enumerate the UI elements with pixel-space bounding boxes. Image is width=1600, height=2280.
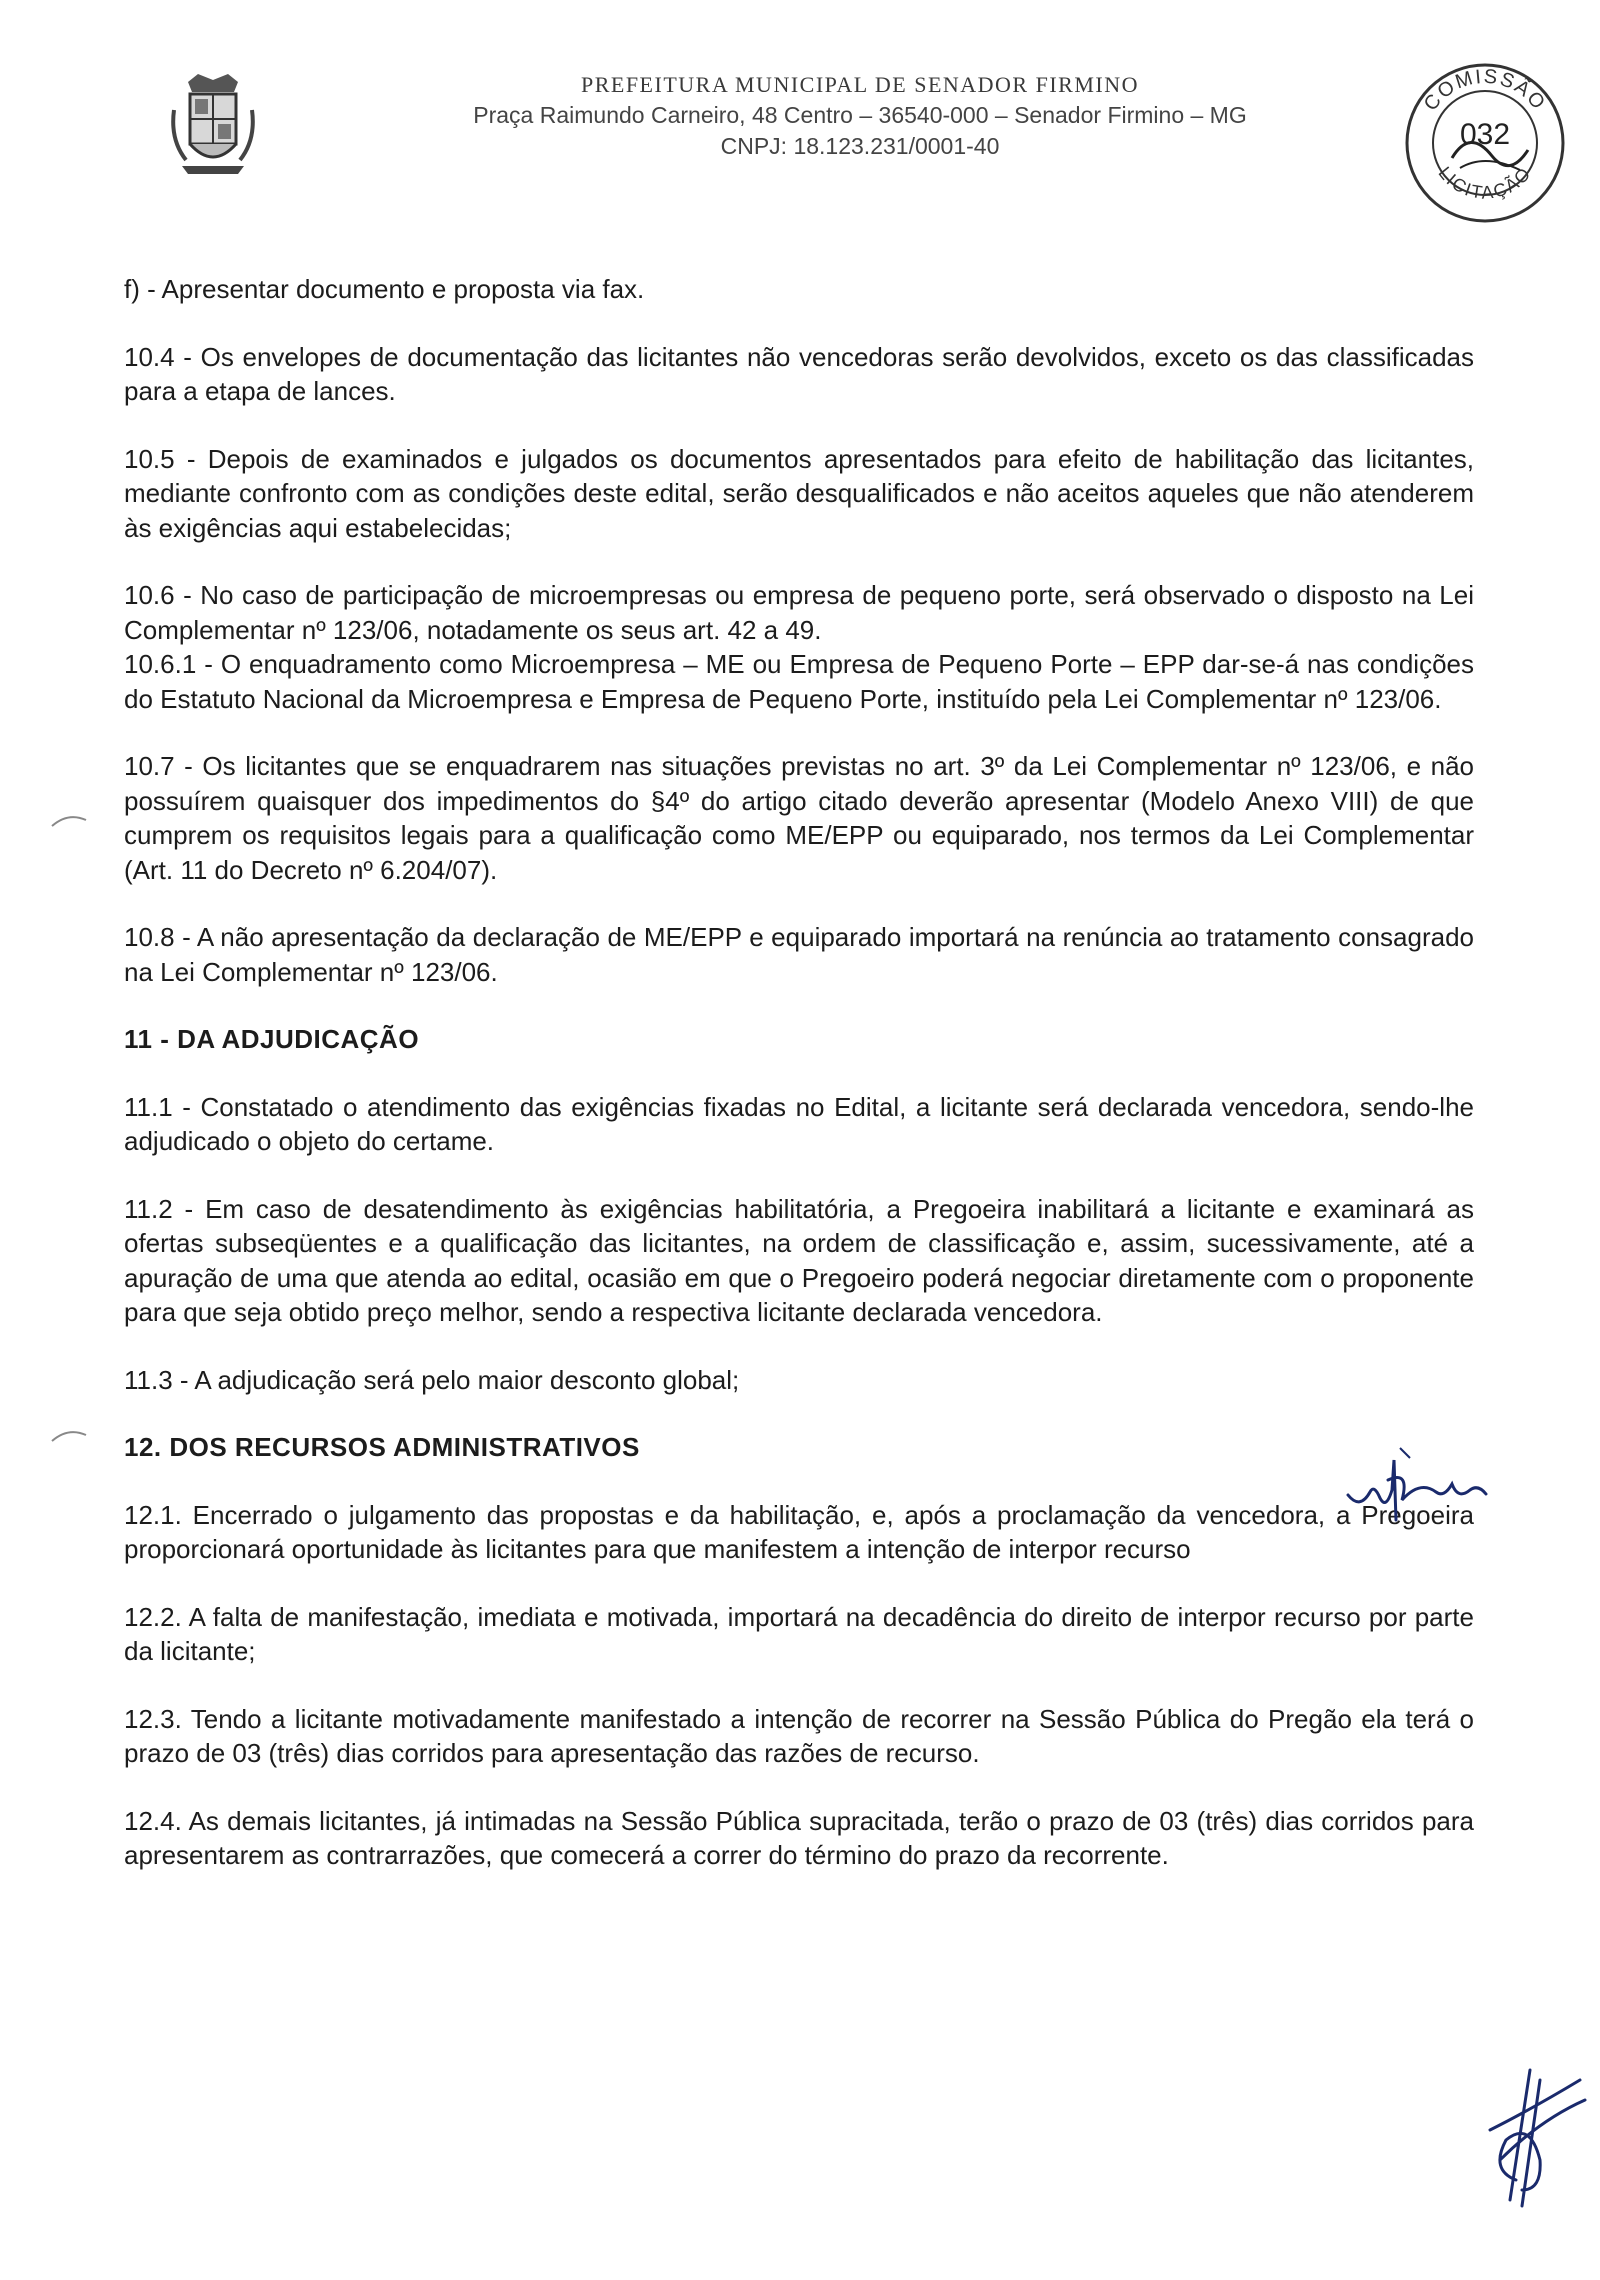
item-10-6-1: 10.6.1 - O enquadramento como Microempresa – ME ou Empresa de Pequeno Porte – EPP dar-se-á nas condições do Estatuto Nacional da Microempresa e Empresa de Pequeno Porte, instituído pela Lei Complementar nº 123/06. bbox=[124, 649, 1474, 714]
item-11-1: 11.1 - Constatado o atendimento das exigências fixadas no Edital, a licitante será declarada vencedora, sendo-lhe adjudicado o objeto do certame. bbox=[124, 1091, 1474, 1156]
handwritten-initials-icon bbox=[1470, 2060, 1590, 2210]
item-11-2: 11.2 - Em caso de desatendimento às exigências habilitatória, a Pregoeira inabilitará a licitante e examinará as ofertas subseqüentes e a qualificação das licitantes, na ordem de classificação e, assim, sucessivamente, até a apuração de uma que atenda ao edital, ocasião em que o Pregoeiro poderá negociar diretamente com o proponente para que seja obtido preço melhor, sendo a respectiva licitante declarada vencedora. bbox=[124, 1193, 1474, 1327]
margin-mark bbox=[50, 1425, 90, 1445]
svg-text:COMISSÃO: COMISSÃO bbox=[1419, 65, 1551, 116]
item-11-3: 11.3 - A adjudicação será pelo maior desconto global; bbox=[124, 1364, 740, 1395]
letterhead bbox=[360, 72, 1360, 160]
letterhead-title: PREFEITURA MUNICIPAL DE SENADOR FIRMINO bbox=[580, 72, 1140, 97]
item-12-2: 12.2. A falta de manifestação, imediata e motivada, importará na decadência do direito de interpor recurso por parte da licitante; bbox=[124, 1601, 1474, 1666]
item-f: f) - Apresentar documento e proposta via fax. bbox=[124, 274, 645, 304]
item-10-5: 10.5 - Depois de examinados e julgados os documentos apresentados para efeito de habilitação das licitantes, mediante confronto com as condições deste edital, serão desqualificados e não aceitos aqueles que não atenderem às exigências aqui estabelecidas; bbox=[124, 443, 1474, 543]
item-12-4: 12.4. As demais licitantes, já intimadas na Sessão Pública supracitada, terão o prazo de 03 (três) dias corridos para apresentarem as contrarrazões, que comecerá a correr do término do prazo da recorrente. bbox=[124, 1805, 1474, 1870]
letterhead-cnpj: CNPJ: 18.123.231/0001-40 bbox=[720, 133, 1000, 159]
municipal-crest-icon bbox=[168, 70, 258, 180]
section-heading-11: 11 - DA ADJUDICAÇÃO bbox=[124, 1024, 420, 1054]
stamp-number: 032 bbox=[1459, 118, 1511, 151]
svg-text:LICITAÇÃO: LICITAÇÃO bbox=[1434, 162, 1536, 203]
item-12-1: 12.1. Encerrado o julgamento das propostas e da habilitação, e, após a proclamação da vencedora, a Pregoeira proporcionará oportunidade às licitantes para que manifestem a intenção de interpor recurso bbox=[124, 1499, 1474, 1564]
commission-stamp bbox=[1400, 58, 1570, 228]
section-heading-12: 12. DOS RECURSOS ADMINISTRATIVOS bbox=[124, 1432, 640, 1462]
item-10-4: 10.4 - Os envelopes de documentação das licitantes não vencedoras serão devolvidos, exceto os das classificadas para a etapa de lances. bbox=[124, 341, 1474, 406]
margin-mark bbox=[50, 810, 90, 830]
item-10-7: 10.7 - Os licitantes que se enquadrarem nas situações previstas no art. 3º da Lei Complementar nº 123/06, e não possuírem quaisquer dos impedimentos do §4º do artigo citado deverão apresentar (Modelo Anexo VIII) de que cumprem os requisitos legais para a qualificação como ME/EPP ou equiparado, nos termos da Lei Complementar (Art. 11 do Decreto nº 6.204/07). bbox=[124, 751, 1474, 885]
handwritten-signature-icon bbox=[1340, 1440, 1490, 1530]
item-10-6: 10.6 - No caso de participação de microempresas ou empresa de pequeno porte, será observado o disposto na Lei Complementar nº 123/06, notadamente os seus art. 42 a 49. bbox=[124, 580, 1474, 645]
document-body bbox=[124, 272, 1474, 1873]
item-12-3: 12.3. Tendo a licitante motivadamente manifestado a intenção de recorrer na Sessão Pública do Pregão ela terá o prazo de 03 (três) dias corridos para apresentação das razões de recurso. bbox=[124, 1703, 1474, 1768]
letterhead-address: Praça Raimundo Carneiro, 48 Centro – 36540-000 – Senador Firmino – MG bbox=[473, 102, 1247, 128]
item-10-8: 10.8 - A não apresentação da declaração de ME/EPP e equiparado importará na renúncia ao tratamento consagrado na Lei Complementar nº 123/06. bbox=[124, 922, 1474, 987]
